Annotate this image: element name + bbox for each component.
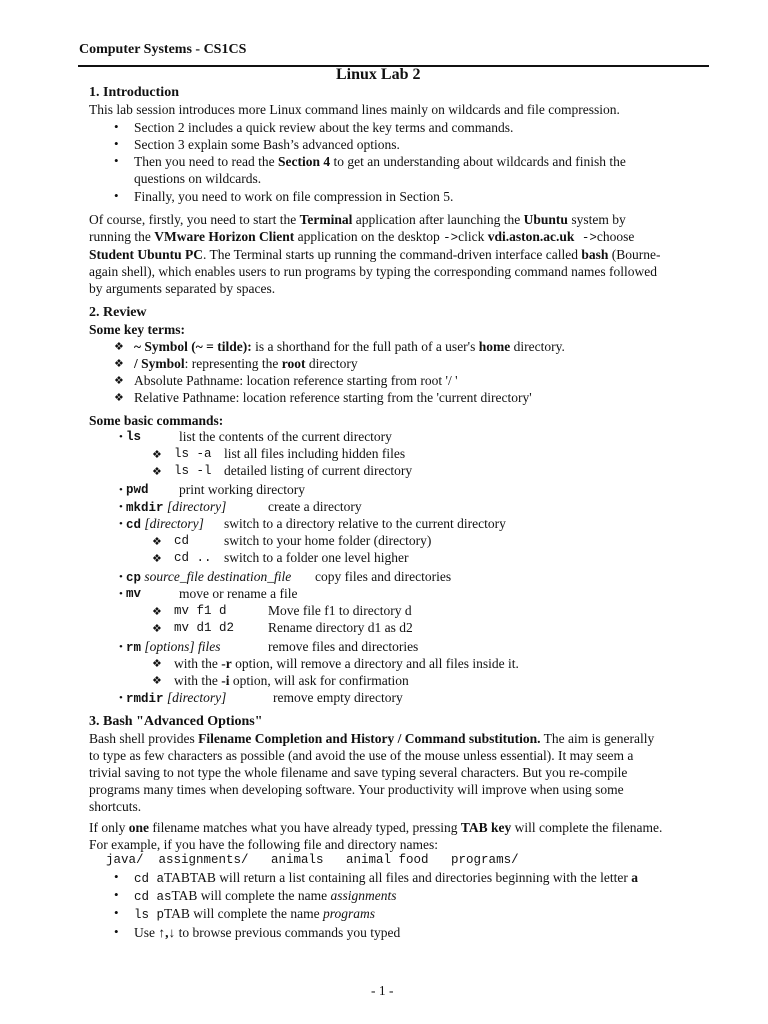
diamond-bullet-icon: ❖ (152, 449, 162, 461)
command-description: detailed listing of current directory (224, 463, 413, 478)
command-description: list all files including hidden files (224, 446, 406, 461)
command-description: switch to your home folder (directory) (224, 533, 432, 548)
bullet-icon: • (114, 869, 119, 884)
diamond-bullet-icon: ❖ (114, 358, 124, 370)
list-item: Use ↑,↓ to browse previous commands you typed (134, 925, 401, 940)
diamond-bullet-icon: ❖ (152, 553, 162, 565)
key-term-item: Absolute Pathname: location reference starting from root '/ ' (134, 373, 458, 388)
list-item: Finally, you need to work on file compression in Section 5. (134, 189, 454, 204)
command-option: cd (174, 534, 190, 548)
bullet-icon: • (114, 119, 119, 134)
intro-paragraph-2-line: Student Ubuntu PC. The Terminal starts up running the command-driven interface called bash (Bourne- (89, 247, 661, 262)
bullet-icon: • (119, 484, 123, 496)
command-name: rm [options] files (126, 639, 221, 655)
intro-paragraph-2-line: Of course, firstly, you need to start the Terminal application after launching the Ubuntu system by (89, 212, 626, 227)
intro-paragraph-2-line: running the VMware Horizon Client application on the desktop ->click vdi.aston.ac.uk ->choose (89, 229, 635, 245)
page-title: Linux Lab 2 (336, 66, 421, 83)
command-option: mv d1 d2 (174, 621, 235, 635)
list-item-continued: questions on wildcards. (134, 171, 262, 186)
bullet-icon: • (119, 518, 123, 530)
bash-paragraph-line: programs many times when developing software. Your productivity will improve when using some (89, 782, 624, 797)
bullet-icon: • (114, 905, 119, 920)
list-item: cd asTAB will complete the name assignments (134, 888, 397, 904)
command-description: Move file f1 to directory d (268, 603, 412, 618)
command-option: with the -r option, will remove a directory and all files inside it. (174, 656, 519, 671)
command-name: cp source_file destination_file (126, 569, 292, 585)
command-description: print working directory (179, 482, 305, 497)
command-description: switch to a directory relative to the current directory (224, 516, 506, 531)
list-item: Section 2 includes a quick review about the key terms and commands. (134, 120, 514, 135)
bullet-icon: • (114, 136, 119, 151)
page-number: - 1 - (371, 983, 394, 998)
diamond-bullet-icon: ❖ (152, 623, 162, 635)
bullet-icon: • (119, 501, 123, 513)
command-description: copy files and directories (315, 569, 452, 584)
diamond-bullet-icon: ❖ (152, 536, 162, 548)
command-description: switch to a folder one level higher (224, 550, 409, 565)
arrow-keys-icon: ↑,↓ (158, 925, 176, 940)
subheading-key-terms: Some key terms: (89, 322, 185, 337)
section-heading-review: 2. Review (89, 305, 147, 320)
bullet-icon: • (114, 153, 119, 168)
key-term-item: ~ Symbol (~ = tilde): is a shorthand for the full path of a user's home directory. (134, 339, 565, 354)
key-term-item: Relative Pathname: location reference starting from the 'current directory' (134, 390, 532, 405)
subheading-basic-commands: Some basic commands: (89, 413, 224, 428)
bullet-icon: • (114, 887, 119, 902)
command-name: mkdir [directory] (126, 499, 227, 515)
list-item: Then you need to read the Section 4 to get an understanding about wildcards and finish the (134, 154, 626, 169)
bullet-icon: • (119, 431, 123, 443)
bash-paragraph-2-line: For example, if you have the following file and directory names: (89, 837, 439, 852)
bullet-icon: • (119, 641, 123, 653)
intro-paragraph: This lab session introduces more Linux command lines mainly on wildcards and file compression. (89, 102, 620, 117)
command-option: mv f1 d (174, 604, 227, 618)
bullet-icon: • (119, 571, 123, 583)
section-heading-introduction: 1. Introduction (89, 85, 179, 100)
diamond-bullet-icon: ❖ (152, 675, 162, 687)
command-description: move or rename a file (179, 586, 298, 601)
course-title: Computer Systems - CS1CS (79, 42, 247, 57)
command-name: ls (126, 430, 142, 444)
intro-paragraph-2-line: by arguments separated by spaces. (89, 281, 276, 296)
bullet-icon: • (119, 588, 123, 600)
command-option: ls -a (174, 447, 212, 461)
list-item: Section 3 explain some Bash’s advanced options. (134, 137, 400, 152)
command-description: remove empty directory (273, 690, 403, 705)
bash-paragraph-line: Bash shell provides Filename Completion and History / Command substitution. The aim is generally (89, 731, 655, 746)
command-description: remove files and directories (268, 639, 419, 654)
command-name: cd [directory] (126, 516, 204, 532)
bullet-icon: • (114, 188, 119, 203)
diamond-bullet-icon: ❖ (152, 466, 162, 478)
diamond-bullet-icon: ❖ (114, 341, 124, 353)
command-name: rmdir [directory] (126, 690, 227, 706)
command-option: cd .. (174, 551, 212, 565)
section-heading-bash: 3. Bash "Advanced Options" (89, 714, 263, 729)
bash-paragraph-2-line: If only one filename matches what you have already typed, pressing TAB key will complete the filename. (89, 820, 663, 835)
command-name: mv (126, 587, 142, 601)
key-term-item: / Symbol: representing the root directory (134, 356, 358, 371)
command-option: ls -l (174, 464, 212, 478)
command-description: Rename directory d1 as d2 (268, 620, 413, 635)
diamond-bullet-icon: ❖ (152, 606, 162, 618)
intro-paragraph-2-line: again shell), which enables users to run programs by typing the corresponding command names followed (89, 264, 657, 279)
command-description: list the contents of the current directory (179, 429, 392, 444)
file-listing: java/ assignments/ animals animal food programs/ (106, 853, 519, 867)
diamond-bullet-icon: ❖ (114, 375, 124, 387)
bullet-icon: • (119, 692, 123, 704)
command-option: with the -i option, will ask for confirmation (174, 673, 409, 688)
command-name: pwd (126, 483, 149, 497)
diamond-bullet-icon: ❖ (114, 392, 124, 404)
bash-paragraph-line: to type as few characters as possible (and avoid the use of the mouse unless essential). It may seem a (89, 748, 634, 763)
list-item: cd aTABTAB will return a list containing all files and directories beginning with the letter a (134, 870, 638, 886)
diamond-bullet-icon: ❖ (152, 658, 162, 670)
bash-paragraph-line: trivial saving to not type the whole filename and save typing several characters. But you re-compile (89, 765, 628, 780)
bullet-icon: • (114, 924, 119, 939)
list-item: ls pTAB will complete the name programs (134, 906, 376, 922)
bash-paragraph-line: shortcuts. (89, 799, 142, 814)
command-description: create a directory (268, 499, 362, 514)
